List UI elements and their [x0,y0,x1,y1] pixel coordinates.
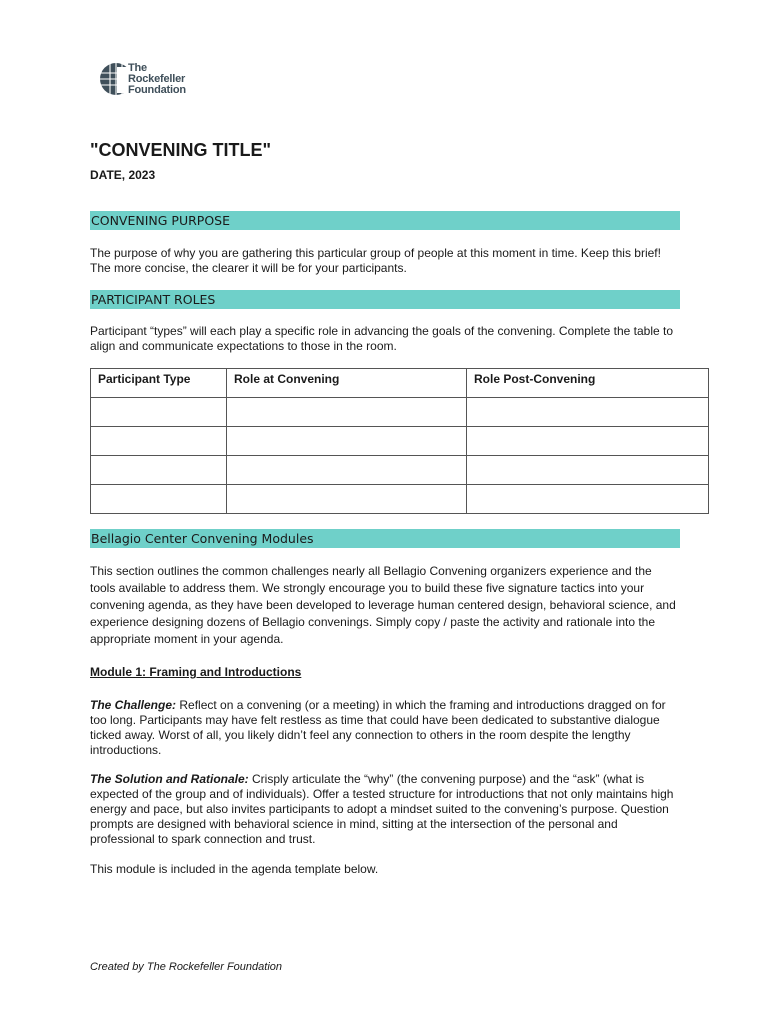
solution-paragraph [90,772,680,847]
table-header-cell: Participant Type [91,369,227,398]
logo-wordmark: The Rockefeller Foundation [128,61,186,96]
table-cell[interactable] [91,398,227,427]
module-1-heading: Module 1: Framing and Introductions [90,665,302,679]
table-row [91,427,709,456]
table-cell[interactable] [227,427,467,456]
table-cell[interactable] [227,456,467,485]
table-row [91,398,709,427]
table-cell[interactable] [91,485,227,514]
footer-credit: Created by The Rockefeller Foundation [90,961,282,973]
challenge-label: The Challenge: [90,698,177,712]
solution-text: Crisply articulate the “why” (the convening purpose) and the “ask” (what is expected of the group and of individuals). Offer a tested structure for introductions that not only maintains high energy and pace, but also invites participants to adopt a mindset suited to the convening’s purpose. Question prompts are designed with behavioral science in mind, sitting at the intersection of the personal and professional to spark connection and trust. [90,772,674,846]
purpose-paragraph: The purpose of why you are gathering this particular group of people at this moment in time. Keep this brief! The more concise, the clearer it will be for your participants. [90,246,661,275]
challenge-paragraph [90,698,680,758]
table-cell[interactable] [467,456,709,485]
table-row [91,456,709,485]
table-row [91,485,709,514]
convening-date: DATE, 2023 [90,168,156,182]
participant-roles-table [90,368,709,514]
rockefeller-logo [98,58,208,100]
section-heading-roles: PARTICIPANT ROLES [90,290,680,309]
table-header-row [91,369,709,398]
modules-paragraph: This section outlines the common challenges nearly all Bellagio Convening organizers experience and the tools available to address them. We strongly encourage you to build these five signature tactics into your convening agenda, as they have been developed to leverage human centered design, behavioral science, and experience designing dozens of Bellagio convenings. Simply copy / paste the activity and rationale into the appropriate moment in your agenda. [90,564,676,646]
table-cell[interactable] [227,398,467,427]
section-heading-purpose: CONVENING PURPOSE [90,211,680,230]
section-heading-modules: Bellagio Center Convening Modules [90,529,680,548]
module-note: This module is included in the agenda template below. [90,862,379,876]
table-cell[interactable] [467,398,709,427]
table-cell[interactable] [467,427,709,456]
solution-label: The Solution and Rationale: [90,772,249,786]
table-cell[interactable] [91,427,227,456]
table-cell[interactable] [467,485,709,514]
table-cell[interactable] [227,485,467,514]
roles-paragraph: Participant “types” will each play a specific role in advancing the goals of the convening. Complete the table to align and communicate expectations to those in the room. [90,324,673,353]
table-header-cell: Role at Convening [227,369,467,398]
challenge-text: Reflect on a convening (or a meeting) in which the framing and introductions dragged on for too long. Participants may have felt restless as time that could have been dedicated to substantive dialogue ticked away. Worst of all, you likely didn’t feel any connection to others in the room despite the lengthy introductions. [90,698,666,757]
page-title: "CONVENING TITLE" [90,140,272,160]
table-cell[interactable] [91,456,227,485]
table-header-cell: Role Post-Convening [467,369,709,398]
